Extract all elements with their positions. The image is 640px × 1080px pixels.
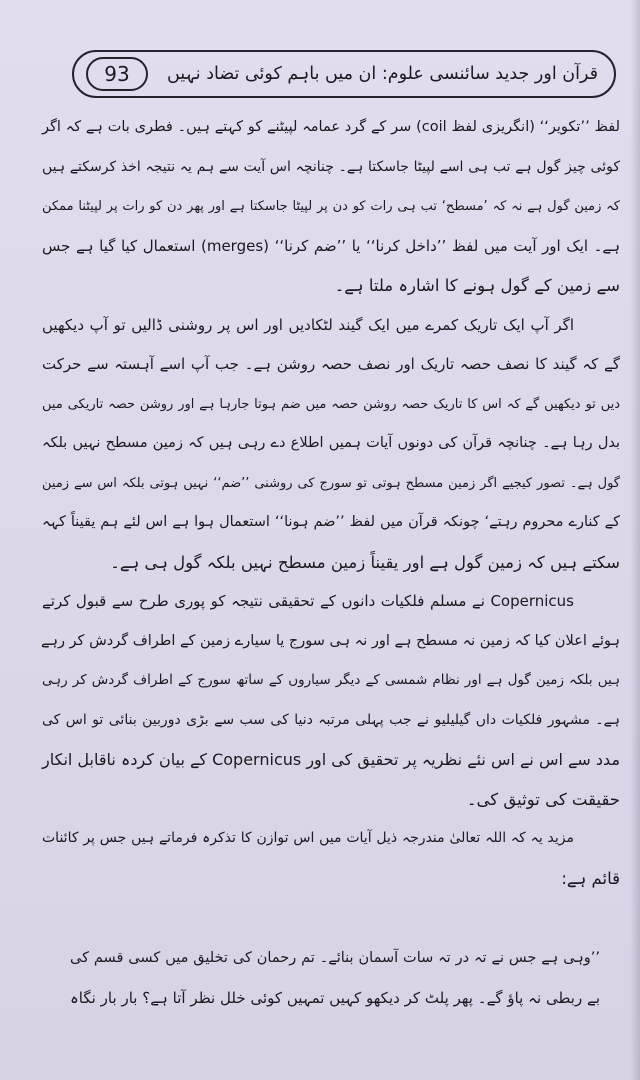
paragraph	[42, 108, 620, 306]
text-line: مدد سے اس نے اس نئے نظریہ پر تحقیق کی اور Copernicus کے بیان کردہ ناقابل انکار	[42, 750, 621, 769]
text-line: کوئی چیز گول ہے تب ہی اسے لپیٹا جاسکتا ہے۔ چنانچہ اس آیت سے ہم یہ نتیجہ اخذ کرسکتے ہیں	[42, 158, 620, 175]
text-line: کہ زمین گول ہے نہ کہ ’مسطح‘ تب ہی رات کو دن پر لپیٹا جاسکتا ہے اور پھر دن کو رات پر لپیٹنا ممکن	[42, 199, 620, 214]
text-line: اگر آپ ایک تاریک کمرے میں ایک گیند لٹکادیں اور اس پر روشنی ڈالیں تو آپ دیکھیں	[42, 315, 574, 334]
quote-line: ’’وہی ہے جس نے تہ در تہ سات آسمان بنائے۔ تم رحمان کی تخلیق میں کسی قسم کی	[70, 950, 600, 966]
running-header	[72, 50, 616, 98]
text-line: قائم ہے:	[561, 868, 620, 888]
text-line: دیں تو دیکھیں گے کہ اس کا تاریک حصہ روشن حصہ میں ضم ہوتا جارہا ہے اور روشن حصہ تاریکی میں	[42, 396, 620, 412]
text-line: ہے۔ مشہور فلکیات داں گیلیلیو نے جب پہلی مرتبہ دنیا کی سب سے بڑی دوربین بنائی تو اس کی	[42, 711, 620, 728]
page-edge-shadow	[630, 0, 640, 1080]
page-number: 93	[86, 57, 148, 91]
body-text	[42, 108, 620, 898]
chapter-title: قرآن اور جدید سائنسی علوم: ان میں باہم کوئی تضاد نہیں	[166, 64, 598, 84]
text-line: ہیں بلکہ زمین گول ہے اور نظام شمسی کے دیگر سیاروں کے ساتھ سورج کے اطراف گردش کر رہی	[42, 672, 620, 688]
text-line: گے کہ گیند کا نصف حصہ تاریک اور نصف حصہ روشن ہے۔ جب آپ اسے آہستہ سے حرکت	[42, 355, 620, 373]
text-line: سکتے ہیں کہ زمین گول ہے اور یقیناً زمین مسطح نہیں بلکہ گول ہی ہے۔	[110, 552, 620, 572]
text-line: مزید یہ کہ اللہ تعالیٰ مندرجہ ذیل آیات میں اس توازن کا تذکرہ فرماتے ہیں جس پر کائنات	[42, 830, 574, 846]
text-line: کے کنارے محروم رہتے‘ چونکہ قرآن میں لفظ ’’ضم ہونا‘‘ استعمال ہوا ہے اس لئے ہم یقیناً کہہ	[42, 514, 620, 530]
quranic-quote	[70, 938, 600, 1018]
text-line: سے زمین کے گول ہونے کا اشارہ ملتا ہے۔	[334, 276, 620, 295]
text-line: گول ہے۔ تصور کیجیے اگر زمین مسطح ہوتی تو سورج کی روشنی ’’ضم‘‘ نہیں ہوتی بلکہ اس سے زمین	[42, 475, 620, 491]
paragraph	[42, 582, 620, 819]
text-line: Copernicus نے مسلم فلکیات دانوں کے تحقیقی نتیجہ کو پوری طرح سے قبول کرتے	[42, 592, 574, 610]
paragraph	[42, 819, 620, 898]
text-line: حقیقت کی توثیق کی۔	[466, 789, 620, 809]
text-line: ہے۔ ایک اور آیت میں لفظ ’’داخل کرنا‘‘ یا ’’ضم کرنا‘‘ (merges) استعمال کیا گیا ہے جس	[42, 236, 621, 255]
quote-line: بے ربطی نہ پاؤ گے۔ پھر پلٹ کر دیکھو کہیں تمہیں کوئی خلل نظر آتا ہے؟ بار بار نگاہ	[70, 989, 600, 1007]
text-line: لفظ ’’تکویر‘‘ (انگریزی لفظ coil) سر کے گرد عمامہ لپیٹنے کو کہتے ہیں۔ فطری بات ہے کہ اگر	[42, 119, 621, 135]
text-line: بدل رہا ہے۔ چنانچہ قرآن کی دونوں آیات ہمیں اطلاع دے رہی ہیں کہ زمین مسطح نہیں بلکہ	[42, 435, 620, 451]
paragraph	[42, 306, 620, 583]
text-line: ہوئے اعلان کیا کہ زمین نہ مسطح ہے اور نہ ہی سورج یا سیارے زمین کے اطراف گردش کر رہے	[40, 632, 620, 649]
